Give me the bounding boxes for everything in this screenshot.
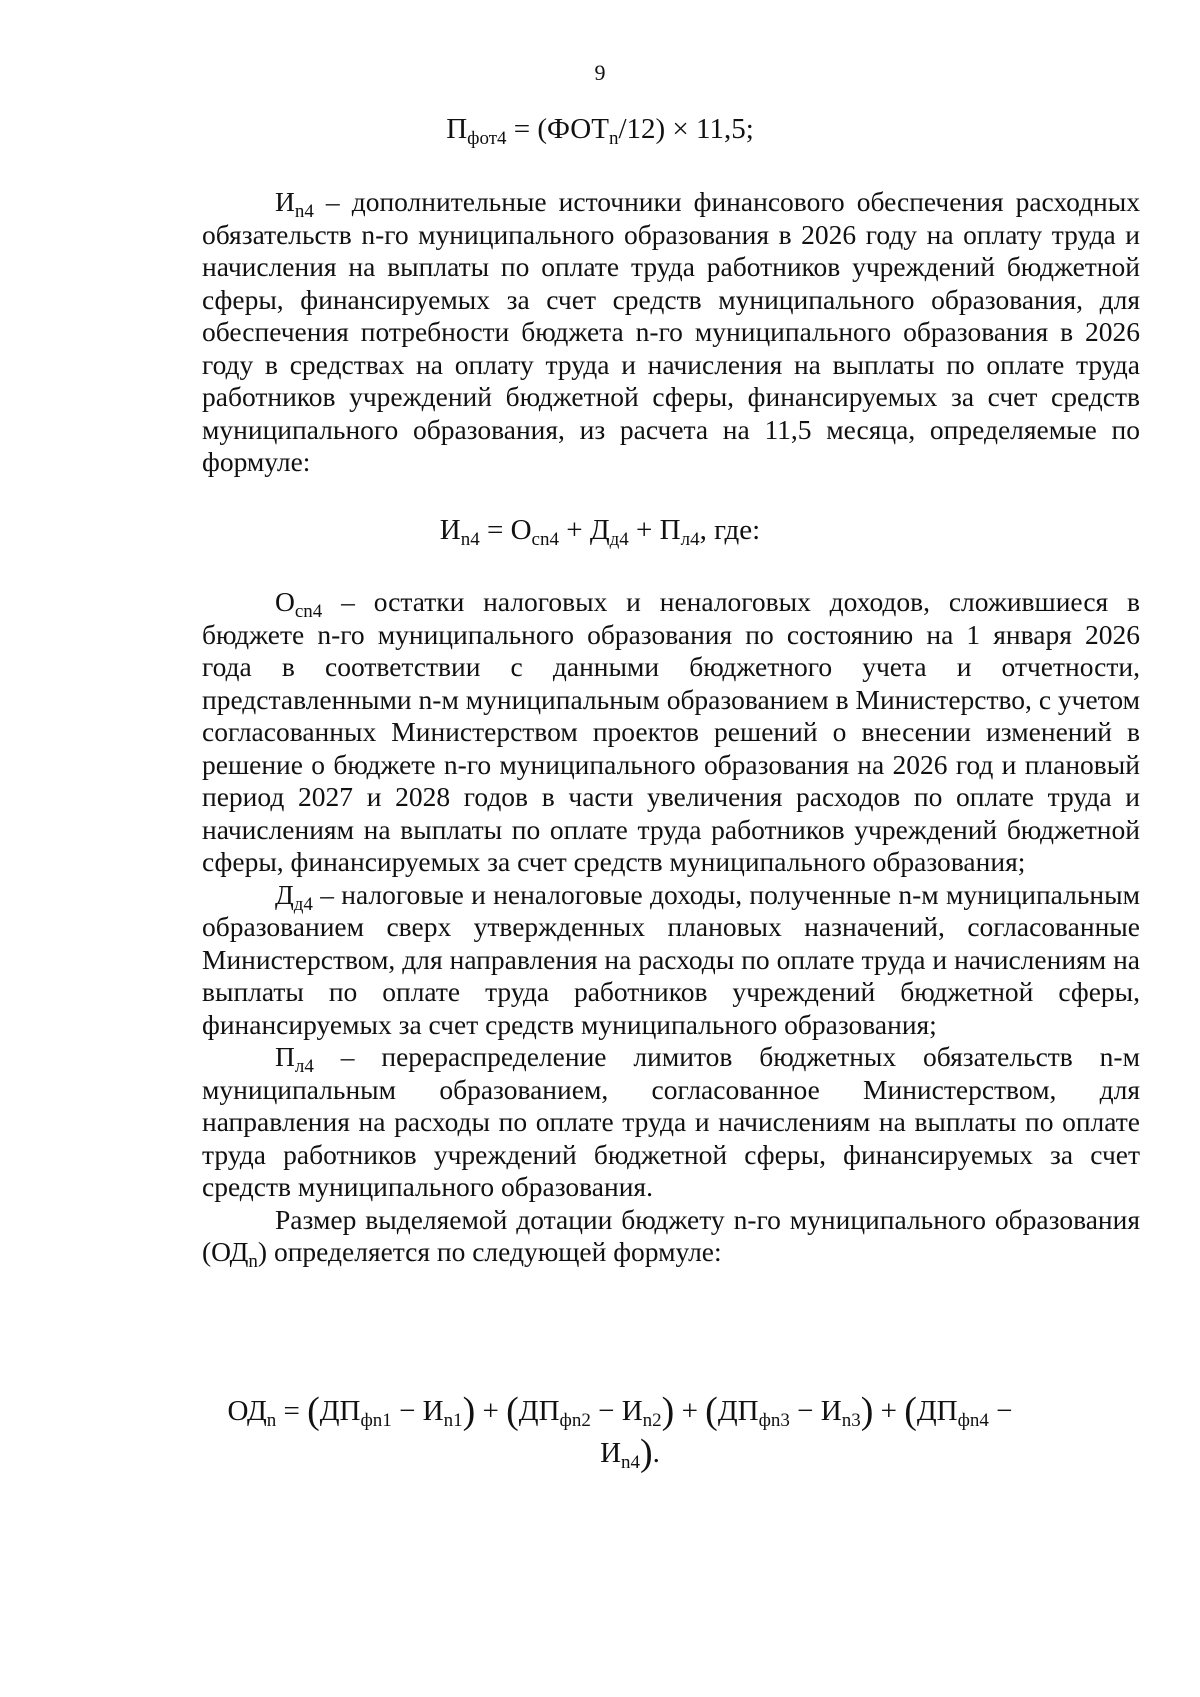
paragraph-text: – остатки налоговых и неналоговых доходов, сложившиеся в бюджете n-го муниципального образования по состоянию на 1 января 2026 года в соответствии с данными бюджетного учета и отчетности, представленными n-м муниципальным образованием в Министерство, с учетом согласованных Министерством проектов решений о внесении изменений в решение о бюджете n-го муниципального образования на 2026 год и плановый период 2027 и 2028 годов в части увеличения расходов по оплате труда и начислениям на выплаты по оплате труда работников учреждений бюджетной сферы, финансируемых за счет средств муниципального образования; (202, 586, 1140, 877)
formula-subscript: n (266, 1410, 277, 1431)
paragraph-text: – дополнительные источники финансового обеспечения расходных обязательств n-го муниципального образования в 2026 году на оплату труда и начисления на выплаты по оплате труда работников учреждений бюджетной сферы, финансируемых за счет средств муниципального образования, для обеспечения потребности бюджета n-го муниципального образования в 2026 году в средствах на оплату труда и начисления на выплаты по оплате труда работников учреждений бюджетной сферы, финансируемых за счет средств муниципального образования, из расчета на 11,5 месяца, определяемые по формуле: (202, 186, 1140, 477)
formula-symbol: ДП (717, 1395, 759, 1427)
formula-subscript: д4 (609, 529, 629, 550)
formula-text: /12) × 11,5; (618, 113, 754, 145)
paragraph-symbol: Д (275, 878, 294, 910)
formula-subscript: фn1 (360, 1410, 392, 1431)
formula-paren: ) (860, 1390, 874, 1432)
paragraph-subscript: д4 (293, 893, 313, 915)
paragraph-in4 (202, 186, 1140, 479)
formula-symbol: ОД (227, 1395, 267, 1427)
formula-symbol: И (439, 514, 461, 546)
formula-operator: = (276, 1395, 308, 1427)
paragraph-subscript: n (248, 1251, 258, 1272)
paragraph-pl4 (202, 1041, 1140, 1204)
formula-paren: ) (661, 1390, 675, 1432)
formula-operator: − (391, 1395, 423, 1427)
formula-symbol: ДП (916, 1395, 958, 1427)
formula-text: , где: (699, 514, 761, 546)
formula-symbol: П (446, 113, 468, 145)
formula-subscript: фот4 (467, 128, 507, 149)
formula-subscript: n4 (621, 1452, 641, 1473)
formula-subscript: сn4 (531, 529, 559, 550)
formula-paren: ) (462, 1390, 476, 1432)
formula-subscript: л4 (680, 529, 700, 550)
formula-symbol: П (659, 514, 681, 546)
formula-symbol: И (621, 1395, 643, 1427)
formula-symbol: Д (589, 514, 610, 546)
paragraph-text: Размер выделяемой дотации бюджету n-го муниципального образования (ОД (202, 1203, 1140, 1267)
formula-subscript: n (608, 128, 619, 149)
formula-operator: + (475, 1395, 507, 1427)
formula-subscript: n2 (642, 1410, 662, 1431)
formula-in4 (0, 514, 1200, 550)
formula-subscript: n1 (443, 1410, 463, 1431)
paragraph-ocn4 (202, 586, 1140, 879)
formula-symbol: ДП (518, 1395, 560, 1427)
formula-symbol: ДП (319, 1395, 361, 1427)
formula-pfot4 (0, 113, 1200, 149)
paragraph-subscript: n4 (294, 201, 314, 222)
formula-subscript: фn2 (559, 1410, 591, 1431)
formula-subscript: фn4 (957, 1410, 989, 1431)
formula-odn-line1 (20, 1390, 1200, 1432)
formula-symbol: И (422, 1395, 444, 1427)
formula-paren: ) (640, 1432, 653, 1474)
paragraph-text: ) определяется по следующей формуле: (257, 1236, 722, 1267)
paragraph-symbol: И (275, 186, 295, 217)
formula-subscript: фn3 (758, 1410, 790, 1431)
text-block-bottom (202, 586, 1140, 1272)
formula-operator: = (479, 514, 511, 546)
formula-odn-line2 (30, 1432, 1200, 1474)
formula-symbol: И (820, 1395, 842, 1427)
formula-operator: − (590, 1395, 622, 1427)
formula-paren: ( (705, 1390, 718, 1432)
formula-text: = (ФОТ (506, 113, 609, 145)
formula-operator: + (674, 1395, 706, 1427)
page-number: 9 (594, 60, 606, 85)
paragraph-subscript: сn4 (294, 601, 323, 622)
formula-symbol: О (510, 514, 532, 546)
paragraph-text: – перераспределение лимитов бюджетных обязательств n-м муниципальным образованием, согласованное Министерством, для направления на расходы по оплате труда и начислениям на выплаты по оплате труда работников учреждений бюджетной сферы, финансируемых за счет средств муниципального образования. (202, 1041, 1140, 1202)
formula-paren: ( (307, 1390, 320, 1432)
formula-operator: + (873, 1395, 905, 1427)
formula-operator: + (628, 514, 660, 546)
paragraph-text: – налоговые и неналоговые доходы, полученные n-м муниципальным образованием сверх утвержденных плановых назначений, согласованные Министерством, для направления на расходы по оплате труда и начислениям на выплаты по оплате труда работников учреждений бюджетной сферы, финансируемых за счет средств муниципального образования; (202, 878, 1140, 1040)
formula-operator: − (988, 1395, 1013, 1427)
formula-operator: + (558, 514, 590, 546)
paragraph-symbol: О (275, 586, 295, 617)
paragraph-subscript: л4 (294, 1056, 314, 1077)
formula-text: . (652, 1437, 660, 1469)
paragraph-size (202, 1203, 1140, 1272)
formula-subscript: n4 (460, 529, 480, 550)
formula-operator: − (789, 1395, 821, 1427)
formula-symbol: И (600, 1437, 622, 1469)
formula-paren: ( (506, 1390, 519, 1432)
text-block-top (202, 186, 1140, 479)
formula-subscript: n3 (841, 1410, 861, 1431)
formula-paren: ( (904, 1390, 917, 1432)
paragraph-dd4 (202, 879, 1140, 1042)
paragraph-symbol: П (275, 1041, 295, 1072)
